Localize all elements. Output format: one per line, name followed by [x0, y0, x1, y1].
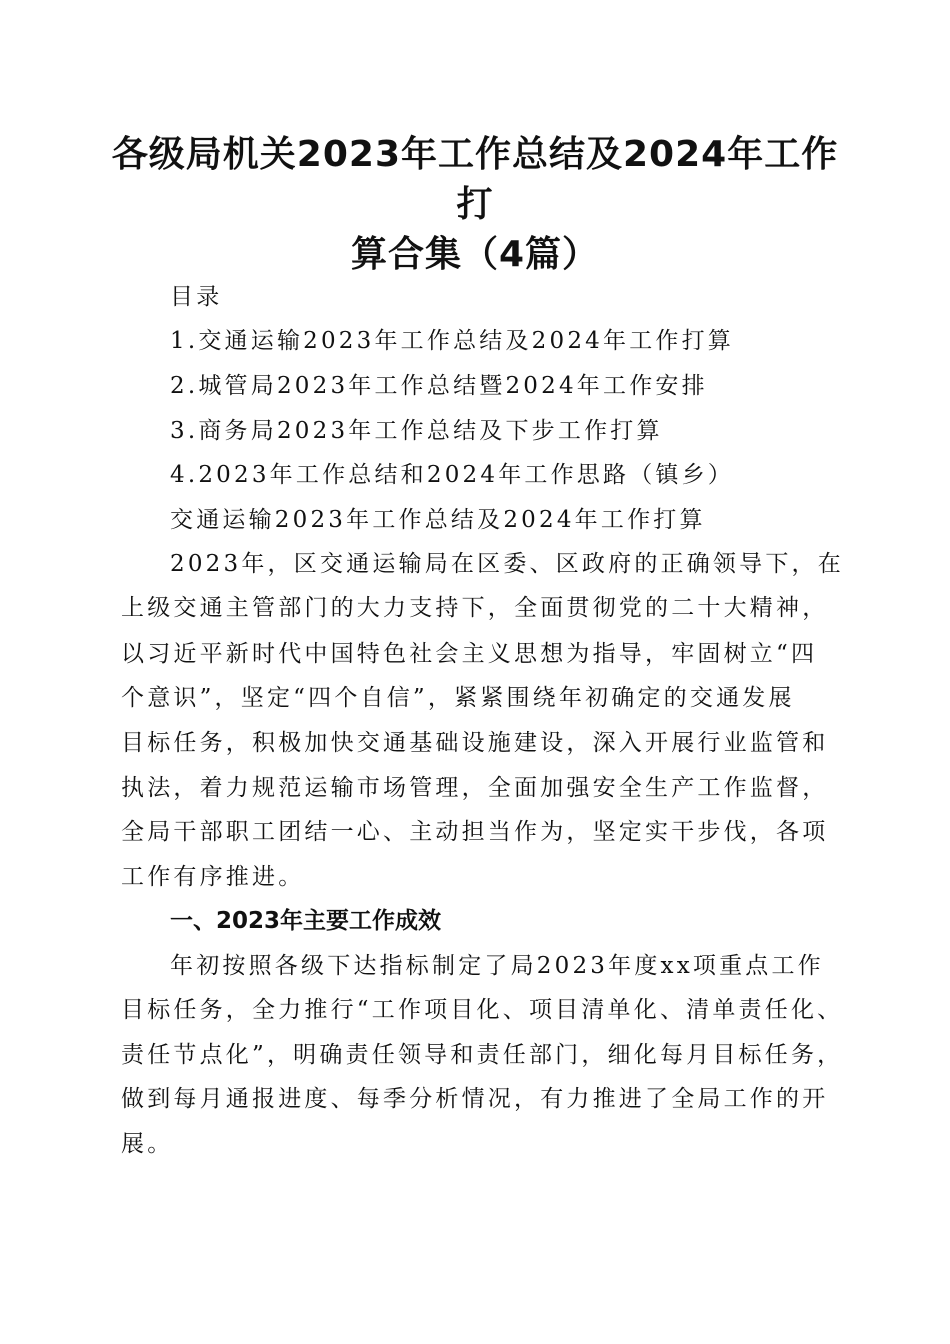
title-line-2: 算合集（4篇）: [350, 234, 600, 275]
paragraph-2-line-3: 责任节点化”，明确责任领导和责任部门，细化每月目标任务，: [121, 1042, 844, 1068]
toc-item-2: 2.城管局2023年工作总结暨2024年工作安排: [170, 373, 708, 399]
paragraph-1-line-4: 个意识”，坚定“四个自信”，紧紧围绕年初确定的交通发展: [121, 685, 795, 711]
paragraph-2-line-5: 展。: [121, 1131, 174, 1157]
paragraph-2-line-4: 做到每月通报进度、每季分析情况，有力推进了全局工作的开: [121, 1086, 829, 1112]
section-heading-1: 一、2023年主要工作成效: [170, 908, 442, 934]
paragraph-1-line-1: 2023年，区交通运输局在区委、区政府的正确领导下，在: [170, 551, 844, 577]
paragraph-1-line-3: 以习近平新时代中国特色社会主义思想为指导，牢固树立“四: [121, 641, 818, 667]
paragraph-1-line-6: 执法，着力规范运输市场管理，全面加强安全生产工作监督，: [121, 775, 829, 801]
paragraph-1-line-5: 目标任务，积极加快交通基础设施建设，深入开展行业监管和: [121, 730, 829, 756]
title-line-1: 各级局机关2023年工作总结及2024年工作打: [111, 134, 839, 225]
paragraph-2-line-2: 目标任务，全力推行“工作项目化、项目清单化、清单责任化、: [121, 997, 844, 1023]
toc-item-4: 4.2023年工作总结和2024年工作思路（镇乡）: [170, 462, 735, 488]
paragraph-1-line-2: 上级交通主管部门的大力支持下，全面贯彻党的二十大精神，: [121, 595, 829, 621]
toc-item-1: 1.交通运输2023年工作总结及2024年工作打算: [170, 328, 735, 354]
paragraph-1-line-8: 工作有序推进。: [121, 864, 305, 890]
toc-item-3: 3.商务局2023年工作总结及下步工作打算: [170, 418, 663, 444]
document-title: [100, 130, 850, 280]
paragraph-1-line-7: 全局干部职工团结一心、主动担当作为，坚定实干步伐，各项: [121, 819, 829, 845]
article-title: 交通运输2023年工作总结及2024年工作打算: [170, 507, 706, 533]
paragraph-2-line-1: 年初按照各级下达指标制定了局2023年度xx项重点工作: [170, 953, 824, 979]
toc-label: 目录: [170, 284, 223, 310]
